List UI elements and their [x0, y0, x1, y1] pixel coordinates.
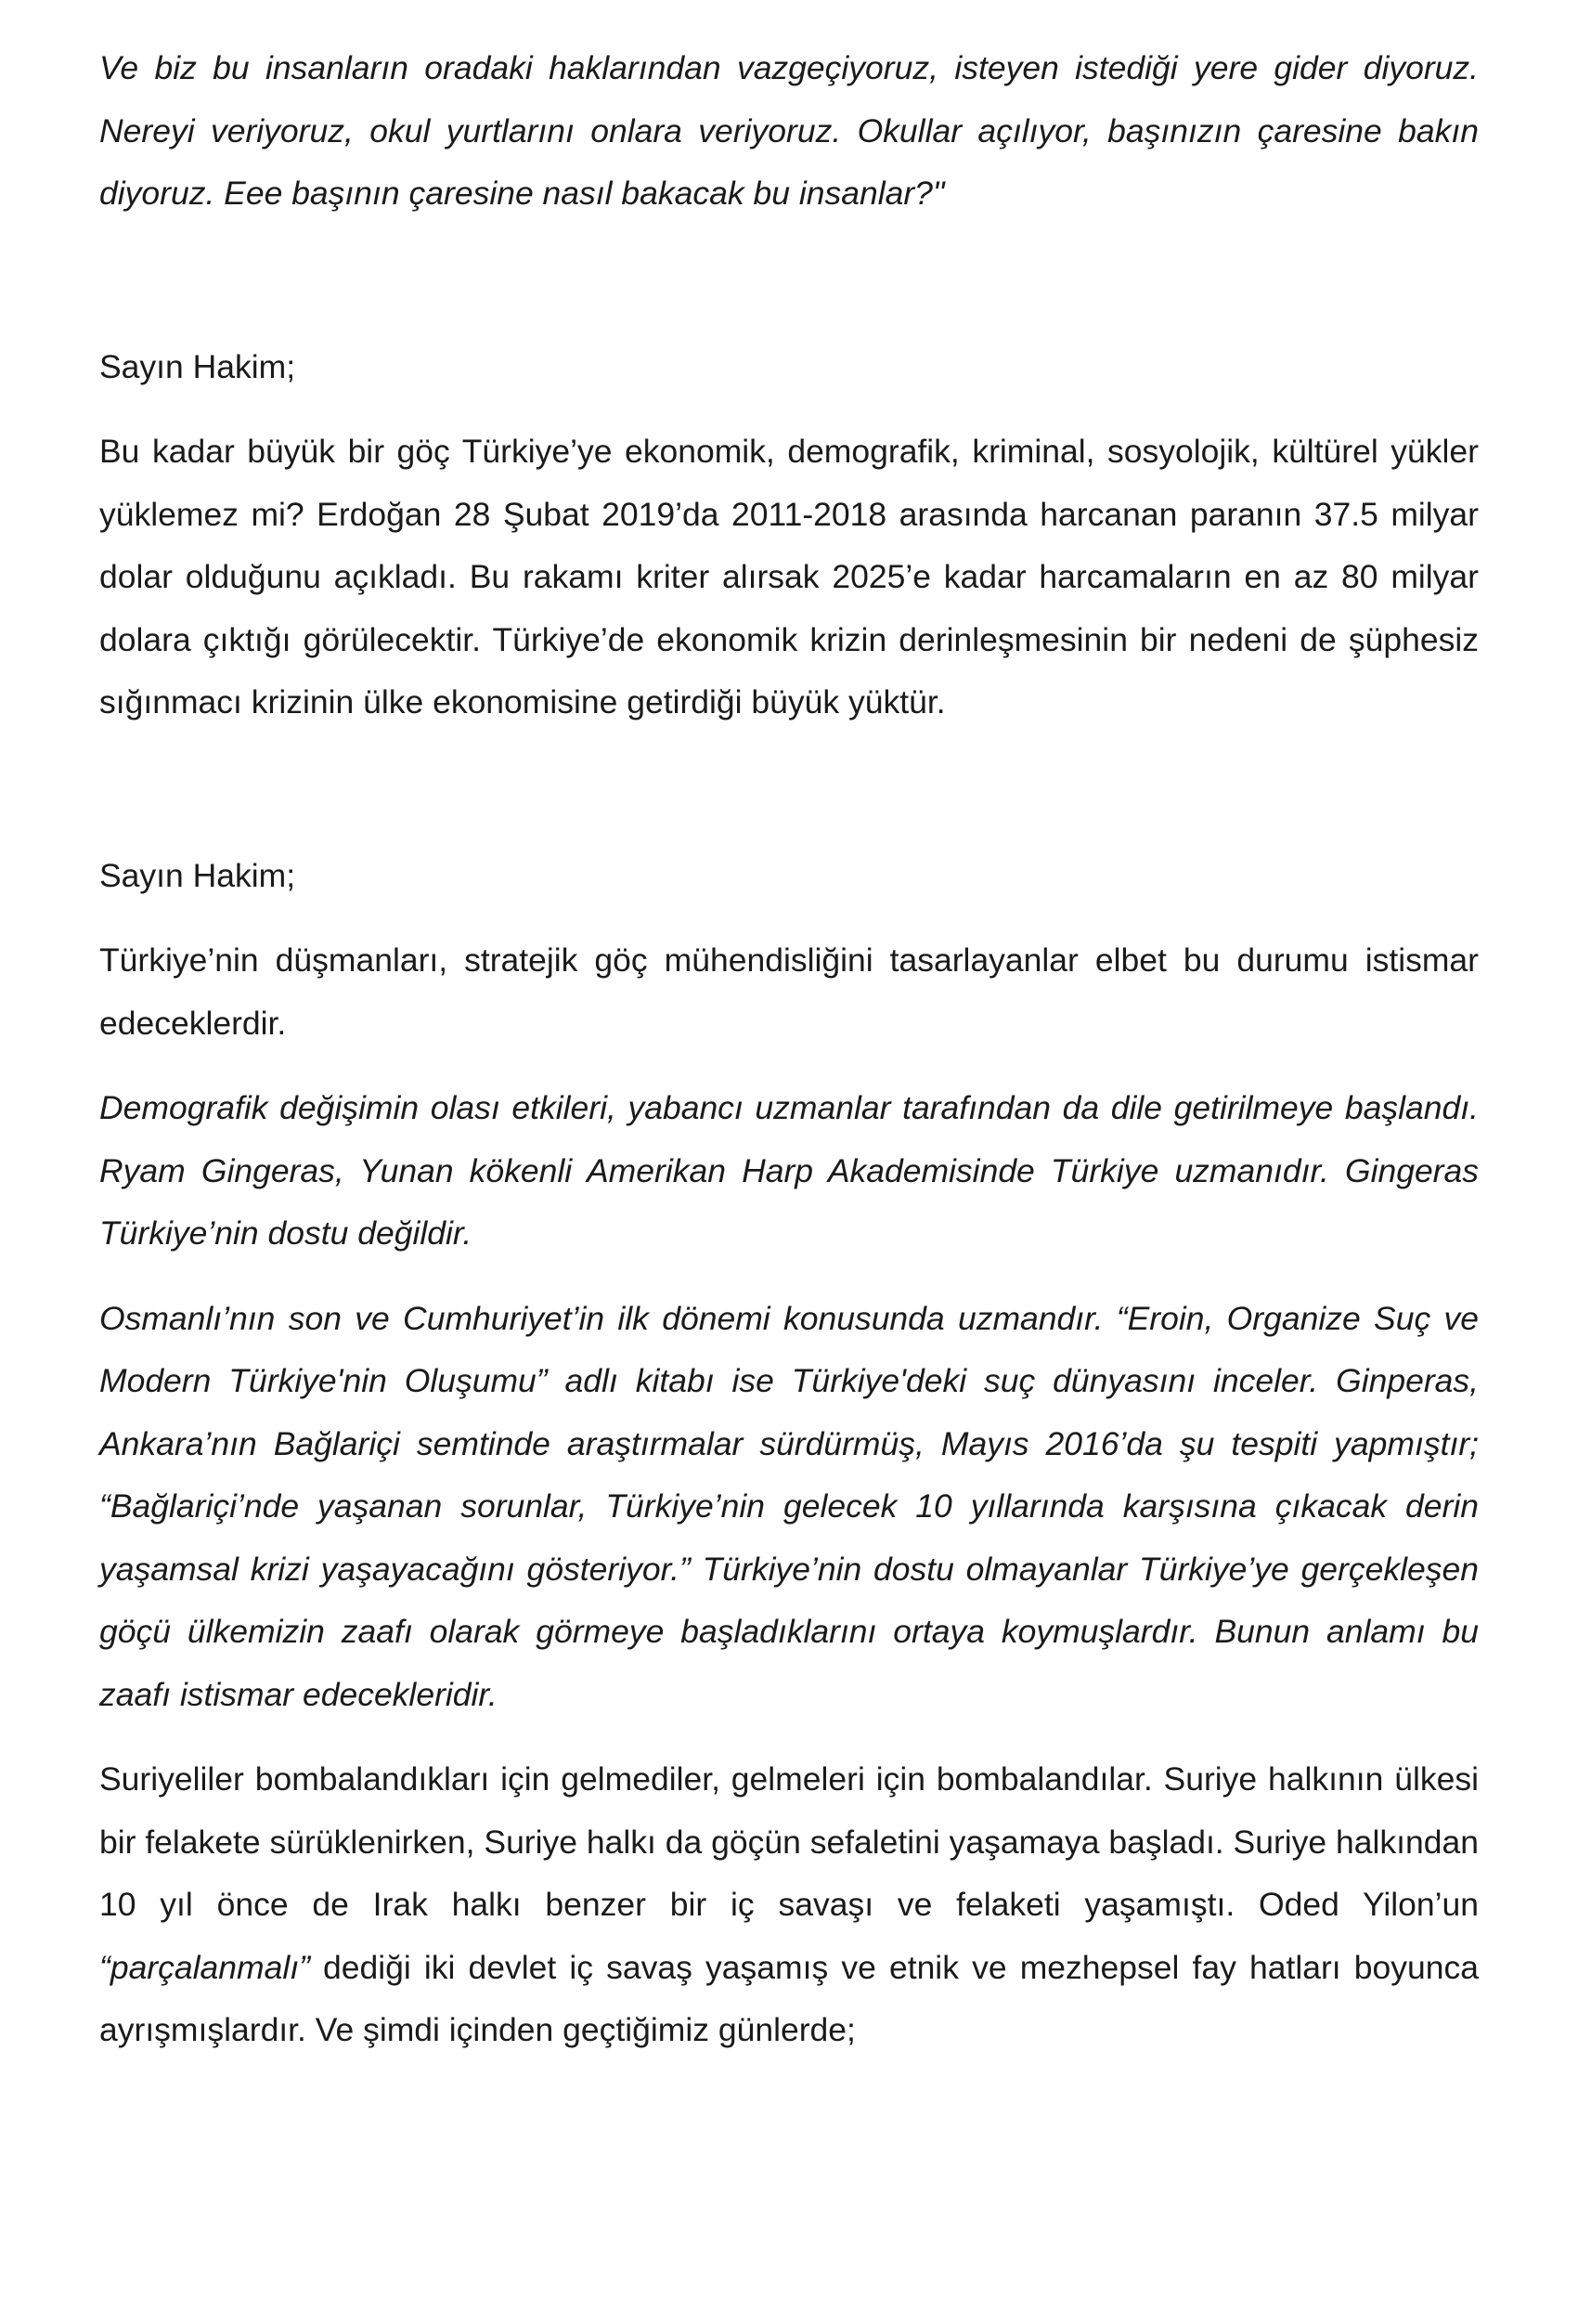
syria-paragraph-end: dediği iki devlet iç savaş yaşamış ve etnik ve mezhepsel fay hatları boyunca ayrışmışlardır. Ve şimdi içinden geçtiğimiz günlerde; [99, 1948, 1479, 2048]
demographic-change-paragraph: Demografik değişimin olası etkileri, yabancı uzmanlar tarafından da dile getirilmeye başlandı. Ryam Gingeras, Yunan kökenli Amerikan Harp Akademisinde Türkiye uzmanıdır. Gingeras Türkiye’nin dostu değildir. [99, 1089, 1479, 1252]
gingeras-paragraph: Osmanlı’nın son ve Cumhuriyet’in ilk dönemi konusunda uzmandır. “Eroin, Organize Suç ve Modern Türkiye'nin Oluşumu” adlı kitabı ise Türkiye'deki suç dünyasını inceler. Ginperas, Ankara’nın Bağlariçi semtinde araştırmalar sürdürmüş, Mayıs 2016’da şu tespiti yapmıştır; “Bağlariçi’nde yaşanan sorunlar, Türkiye’nin gelecek 10 yıllarında karşısına çıkacak derin yaşamsal krizi yaşayacağını gösteriyor.” Türkiye’nin dostu olmayanlar Türkiye’ye gerçekleşen göçü ülkemizin zaafı olarak görmeye başladıklarını ortaya koymuşlardır. Bunun anlamı bu zaafı istismar edecekleridir. [99, 1299, 1479, 1713]
salutation-heading: Sayın Hakim; [99, 347, 296, 385]
salutation-heading: Sayın Hakim; [99, 856, 296, 894]
document-page [99, 37, 1479, 2062]
syria-paragraph [99, 1748, 1479, 2062]
syria-paragraph-start: Suriyeliler bombalandıkları için gelmediler, gelmeleri için bombalandılar. Suriye halkının ülkesi bir felakete sürüklenirken, Suriye halkı da göçün sefaletini yaşamaya başladı. Suriye halkından 10 yıl önce de Irak halkı benzer bir iç savaşı ve felaketi yaşamıştı. Oded Yilon’un [99, 1760, 1479, 1923]
quote-paragraph: Ve biz bu insanların oradaki haklarından vazgeçiyoruz, isteyen istediği yere gider diyoruz. Nereyi veriyoruz, okul yurtlarını onlara veriyoruz. Okullar açılıyor, başınızın çaresine bakın diyoruz. Eee başının çaresine nasıl bakacak bu insanlar?" [99, 49, 1479, 212]
enemies-paragraph: Türkiye’nin düşmanları, stratejik göç mühendisliğini tasarlayanlar elbet bu durumu istismar edeceklerdir. [99, 941, 1479, 1042]
economic-burden-paragraph: Bu kadar büyük bir göç Türkiye’ye ekonomik, demografik, kriminal, sosyolojik, kültürel yükler yüklemez mi? Erdoğan 28 Şubat 2019’da 2011-2018 arasında harcanan paranın 37.5 milyar dolar olduğunu açıkladı. Bu rakamı kriter alırsak 2025’e kadar harcamaların en az 80 milyar dolara çıktığı görülecektir. Türkiye’de ekonomik krizin derinleşmesinin bir nedeni de şüphesiz sığınmacı krizinin ülke ekonomisine getirdiği büyük yüktür. [99, 433, 1479, 721]
quoted-term: “parçalanmalı” [99, 1948, 310, 1986]
